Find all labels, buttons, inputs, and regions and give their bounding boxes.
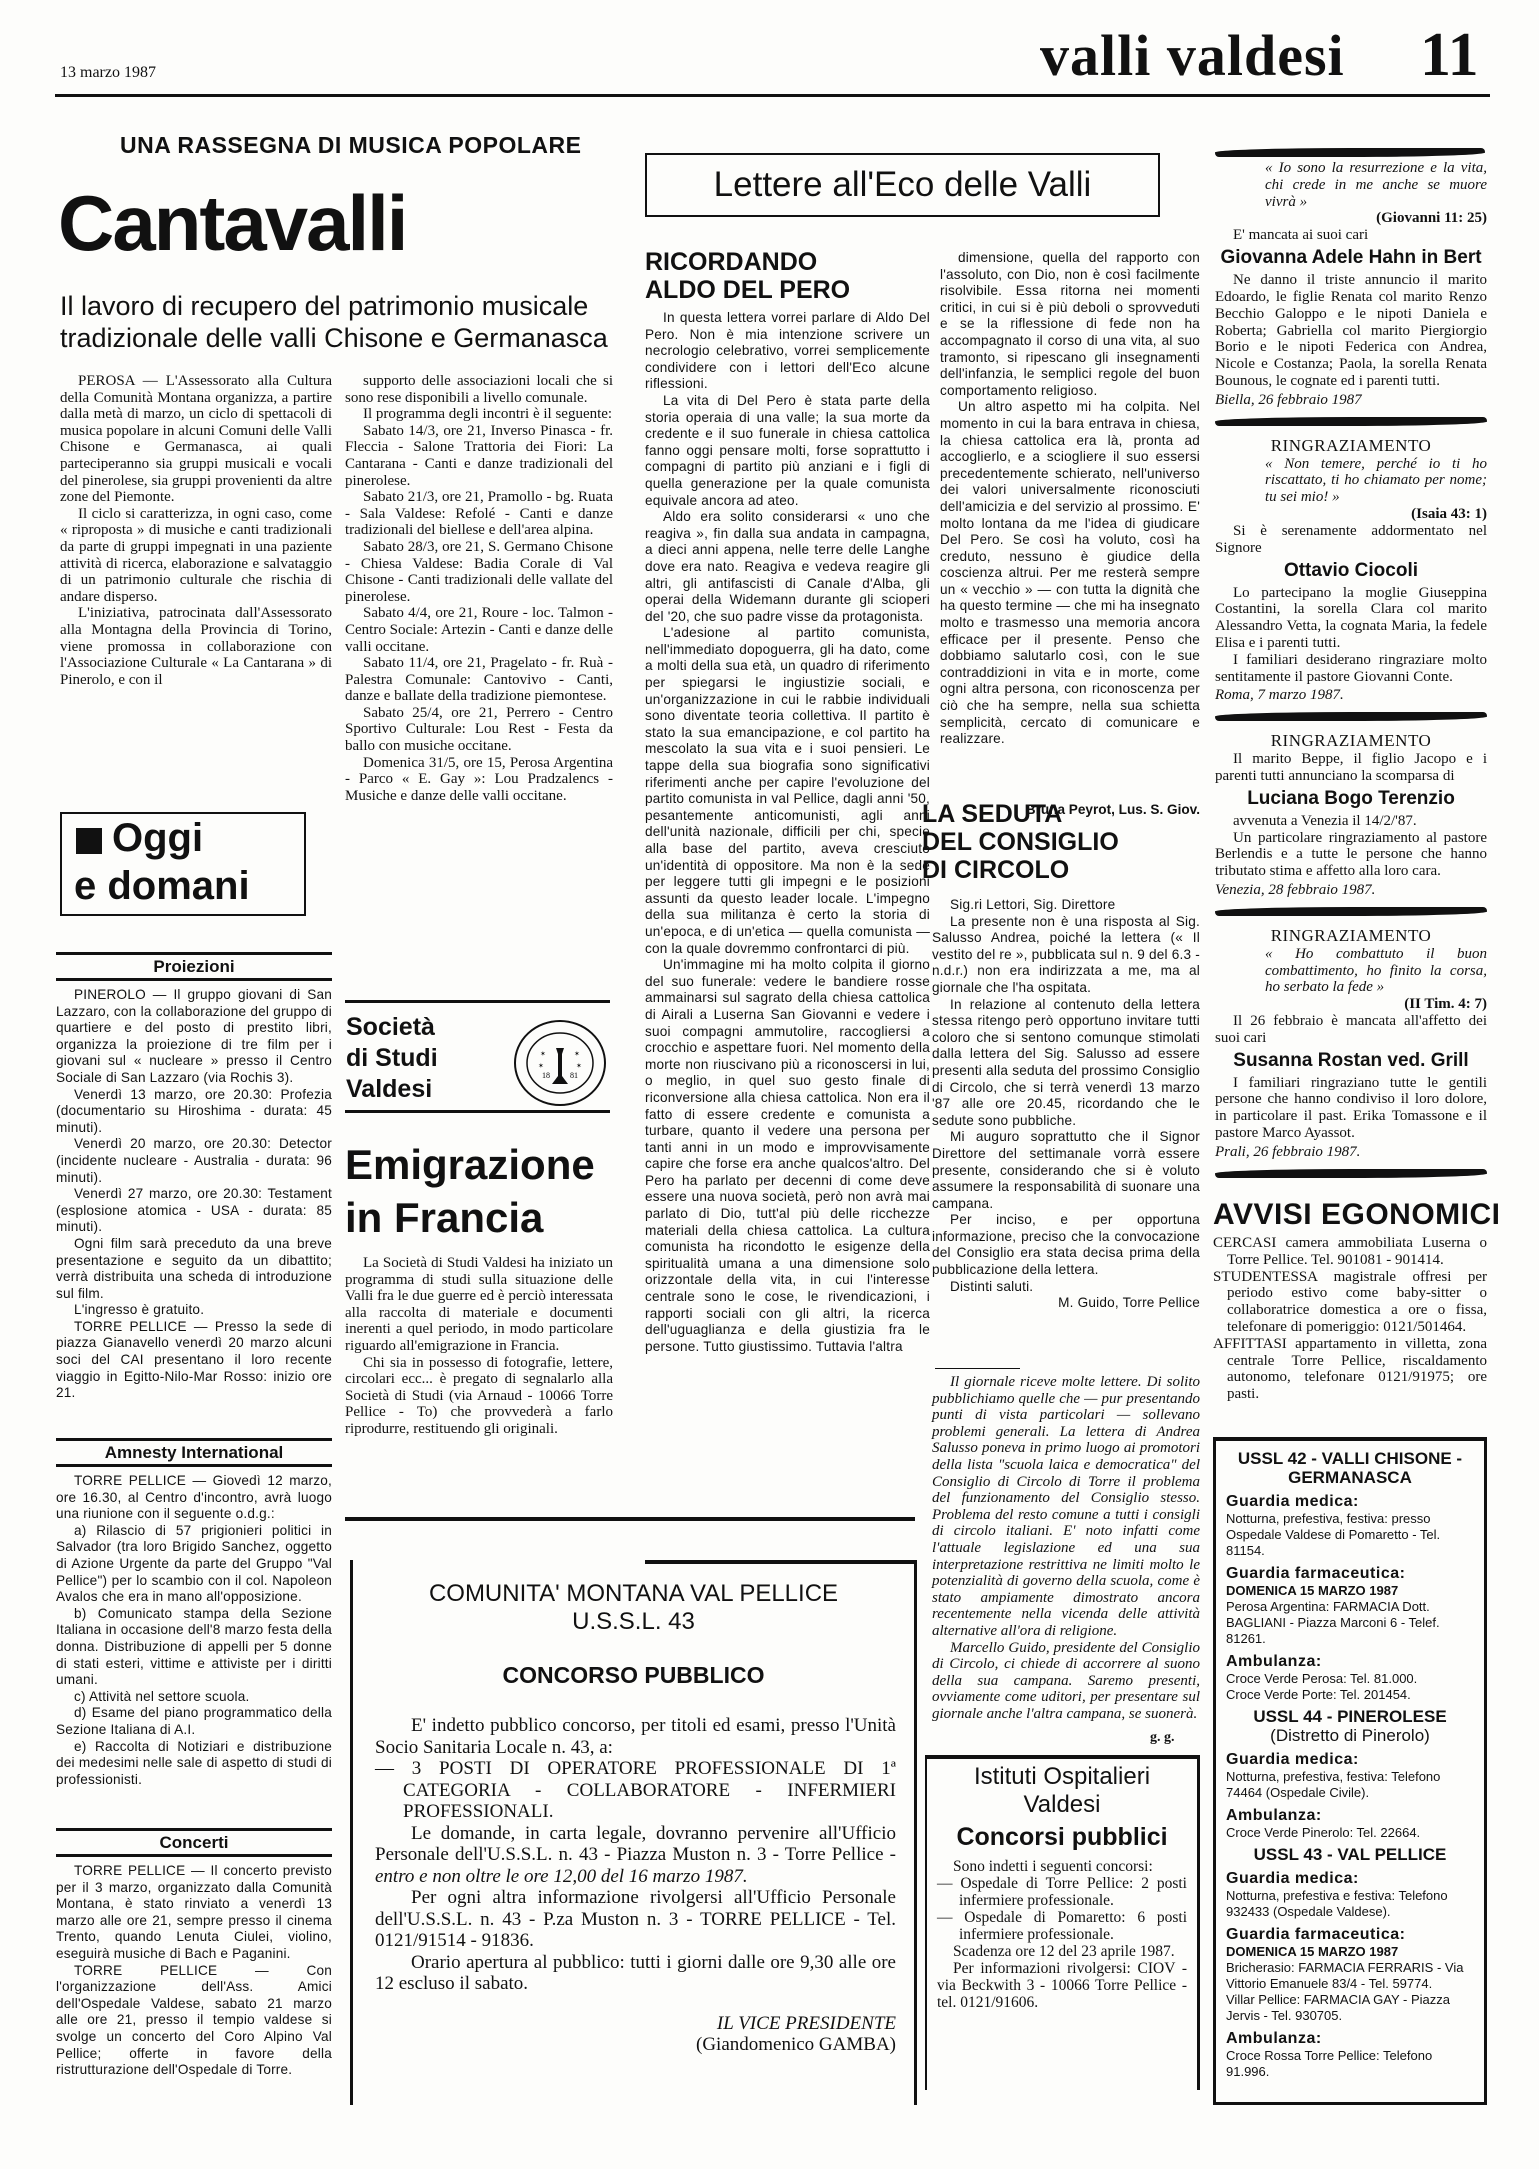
ricordando-col4-paragraph: dimensione, quella del rapporto con l'assoluto, con Dio, non è così facilmente risolvibile. Essa ritorna nei momenti critici, in cui si è più deboli o sprovveduti e se la riflessione di fede non ha accompagnato il corso di una vita, al suo tramonto, si ripescano gli insegnamenti dell'infanzia, le semplici regole del buon comportamento religioso.: [940, 250, 1200, 398]
label: Ambulanza:: [1226, 1807, 1322, 1824]
seduta-signature: M. Guido, Torre Pellice: [1058, 1295, 1200, 1311]
svg-text:✶: ✶: [576, 1062, 582, 1070]
avvisi-heading: AVVISI EGONOMICI: [1213, 1198, 1501, 1231]
seduta-paragraphs: [932, 914, 1200, 1296]
svg-text:18: 18: [542, 1071, 550, 1080]
ricordando-col4-paragraph: Un altro aspetto mi ha colpita. Nel momento in cui la bara entrava in chiesa, la chiesa cattolica era là, pronta ad accoglierlo, e a sciogliere il suo essersi precedentemente schierato, nell'universo dei valori universalmente riconosciuti dell'amicizia e del servizio al prossimo. E' molto lontana da me l'idea di giudicare Del Pero. Se così ha voluto, così ha creduto, nessuno è giudice della coscienza altrui. Per me resterà sempre un « vecchio » — con tutta la dignità che ha questo termine — che mi ha insegnato molto e trasmesso una memoria ancora efficace per il presente. Penso che dobbiamo salutarlo così, con le sue contraddizioni in vita e in morte, come ogni altra persona, con riconoscenza per ciò che ha sempre, nella sua schietta semplicità, cercato di comunicare e realizzare.: [940, 399, 1200, 747]
concorso-deadline: entro e non oltre le ore 12,00 del 16 marzo 1987.: [375, 1865, 748, 1887]
notice-heading: RINGRAZIAMENTO: [1270, 731, 1432, 751]
notice-heading: RINGRAZIAMENTO: [1270, 925, 1432, 945]
cantavalli-col1-paragraph: L'iniziativa, patrocinata dall'Assessorato alla Montagna della Provincia di Torino, viene promossa in collaborazione con l'Associazione Culturale « La Cantarana » di Pinerolo, e con il: [60, 605, 332, 688]
ricordando-title: [645, 248, 850, 304]
editor-note-paragraph: Il giornale riceve molte lettere. Di solito pubblichiamo quelle che — pur presentando punti di vista particolari — sollevano problemi generali. La lettera di Andrea Salusso poneva in primo luogo ai promotori della lista "scuola laica e democratica" del Consiglio di Circolo di Torre il problema del funzionamento del Consiglio stesso. Problema del resto comune a tutti i consigli di circolo italiani. E' noto infatti come l'attuale legislazione ed una sua interpretazione restrittiva ne limiti molto le potenzialità di governo della scuola, come è stato ampiamente dimostrato ancora recentemente nella vicenda delle attività alternative all'ora di religione.: [932, 1374, 1200, 1639]
text: DOMENICA 15 MARZO 1987: [1226, 1583, 1399, 1598]
deceased-name: Ottavio Ciocoli: [1283, 559, 1419, 581]
societa-line: Società: [346, 1013, 435, 1041]
label: Ambulanza:: [1226, 2030, 1322, 2047]
divider: [345, 1000, 610, 1003]
concerti-body-paragraph: TORRE PELLICE — Il concerto previsto per il 3 marzo, organizzato dalla Comunità Montana, è stato rinviato a venerdì 13 marzo alle ore 21, sempre presso il cinema Trento, quando Lenuta Ciulei, violino, eseguirà musiche di Bach e Paganini.: [56, 1863, 332, 1961]
seduta-paragraphs-paragraph: Mi auguro soprattutto che il Signor Direttore del settimanale vorrà essere presente, considerando che si è voluto assumere la responsabilità di suonare una campana.: [932, 1129, 1200, 1211]
org-line: Valdesi: [1023, 1791, 1101, 1818]
concorso-title: CONCORSO PUBBLICO: [502, 1662, 765, 1688]
signer-title: IL VICE PRESIDENTE: [716, 2012, 896, 2034]
concorso-info: Per ogni altra informazione rivolgersi all'Ufficio Personale dell'U.S.S.L. n. 43 - P.za Muston n. 3 - TORRE PELLICE - Tel. 0121/91514 - 91836.: [375, 1887, 896, 1951]
concorso-ad: [350, 1560, 917, 2105]
bible-reference: (Isaia 43: 1): [1411, 505, 1487, 522]
masthead: valli valdesi: [1040, 23, 1345, 88]
ricordando-col3-paragraph: L'adesione al partito comunista, nell'immediato dopoguerra, gli ha dato, come a molti della sua età, un quadro di riferimento per spiegarsi le ingiustizie sociali, e un'organizzazione in cui le rabbie individuali sono diventate teoria collettiva. Il partito è stato la sua emancipazione, e col partito ha mescolato la sua vita e i suoi pensieri. Le tappe della sua biografia sono significativi riferimenti anche per capire l'evoluzione del partito comunista in val Pellice, dagli anni '50, pesantemente anticomunisti, agli anni dell'unità nazionale, difficili per chi, specie alla base del partito, aveva cresciuto un'identità di oppositore. Ma non è la sede per leggere tutti gli impegni e le posizioni assunti da questo leader locale. L'impegno della sua militanza è certo la storia di un'epoca, e di un'etica — quella comunista — con la quale dovremmo confrontarci di più.: [645, 625, 930, 956]
kicker: UNA RASSEGNA DI MUSICA POPOLARE: [120, 132, 582, 158]
cantavalli-col2-paragraph: supporto delle associazioni locali che si sono rese disponibili a livello comunale.: [345, 373, 613, 406]
svg-text:81: 81: [570, 1071, 578, 1080]
signer-name: (Giandomenico GAMBA): [696, 2034, 896, 2055]
label: Ambulanza:: [1226, 1653, 1322, 1670]
text: DOMENICA 15 MARZO 1987: [1226, 1944, 1399, 1959]
text: Villar Pellice: FARMACIA GAY - Piazza Jervis - Tel. 930705.: [1226, 1992, 1450, 2023]
ricordando-col3-paragraph: La vita di Del Pero è stata parte della storia operaia di una valle; la sua morte da credente e il suo funerale in chiesa cattolica fanno oggi pensare molti, forse soprattutto i compagni di partito più anziani e i figli di quella generazione per la quale comunista equivale ancora ad ateo.: [645, 392, 930, 508]
title-line: ALDO DEL PERO: [645, 276, 851, 304]
seduta-paragraphs-paragraph: In relazione al contenuto della lettera stessa ritengo però opportuno invitare tutti coloro che si sentono comunque stimolati dalla lettera del Sig. Salusso ad essere presenti alla seduta del prossimo Consiglio di Circolo, che si terrà venerdì 13 marzo '87 alle ore 20.45, ricordando che le sedute sono pubbliche.: [932, 996, 1200, 1128]
cantavalli-col2: [345, 373, 613, 804]
text: Croce Verde Pinerolo: Tel. 22664.: [1226, 1825, 1421, 1840]
emigrazione-body-paragraph: Chi sia in possesso di fotografie, lettere, circolari ecc... è pregato di segnalarlo alla Società di Studi (via Arnaud - 10066 Torre Pellice - To) che provvederà a farlo riprodurre, restituendo gli originali.: [345, 1354, 613, 1437]
mourning-bar: [1215, 1169, 1487, 1178]
cantavalli-col2-paragraph: Domenica 31/5, ore 15, Perosa Argentina - Parco « E. Gay »: Lou Pradzalencs - Musiche e danze delle valli occitane.: [345, 754, 613, 804]
notice-body: Ne danno il triste annuncio il marito Edoardo, le figlie Renata col marito Renzo Becchio Galoppo e le nipoti Daniela e Roberta; Gabriella col marito Piergiorgio Borio e le nipoti Federica con Andrea, Nicole e Costanza; Paola, la sorella Renata Bounous, le cognate ed i parenti tutti.: [1215, 272, 1487, 389]
concorso-orario: Orario apertura al pubblico: tutti i giorni dalle ore 9,30 alle ore 12 escluso il sabato.: [375, 1951, 896, 1994]
mourning-bar: [1215, 148, 1485, 157]
concorso-posts: — 3 POSTI DI OPERATORE PROFESSIONALE DI 1ª CATEGORIA - COLLABORATORE - INFERMIERI PROFESSIONALI.: [375, 1758, 896, 1822]
notice-place-date: Venezia, 28 febbraio 1987.: [1215, 881, 1376, 898]
subtitle-line: Il lavoro di recupero del patrimonio musicale: [60, 291, 589, 321]
divider: [345, 1517, 915, 1521]
title-line: Emigrazione: [345, 1141, 595, 1188]
divider: [645, 1560, 915, 1564]
text: Croce Verde Porte: Tel. 201454.: [1226, 1687, 1411, 1702]
istituti-items: [937, 1875, 1187, 1943]
amnesty-body-paragraph: a) Rilascio di 57 prigionieri politici in Salvador (tra loro Brigido Sanchez, oggetto di Azione Urgente da parte del Gruppo "Val Pellice") per lo scambio con il col. Napoleon Avalos che era in mano all'opposizione.: [56, 1522, 332, 1605]
cantavalli-col2-paragraph: Sabato 25/4, ore 21, Perrero - Centro Sportivo Culturale: Lou Rest - Festa da ballo con musiche occitane.: [345, 704, 613, 755]
concorso-domande: Le domande, in carta legale, dovranno pervenire all'Ufficio Personale dell'U.S.S.L. n. 43 - Piazza Muston n. 3 - Torre Pellice -: [375, 1822, 896, 1865]
obituary-notice: [1215, 160, 1487, 409]
notice-place-date: Roma, 7 marzo 1987.: [1215, 687, 1344, 704]
page-number: 11: [1420, 21, 1479, 89]
societa-seal-logo: [512, 1018, 608, 1108]
proiezioni-body-paragraph: Venerdì 13 marzo, ore 20.30: Profezia (documentario su Hiroshima - durata: 45 minuti).: [56, 1086, 332, 1135]
org-line: U.S.S.L. 43: [572, 1608, 695, 1635]
cantavalli-col2-paragraph: Sabato 11/4, ore 21, Pragelato - fr. Ruà - Palestra Comunale: Cantovivo - Canti, danze e ballate della tradizione piemontese.: [345, 655, 613, 705]
section-heading-amnesty: Amnesty International: [56, 1438, 332, 1467]
istituti-items-paragraph: — Ospedale di Pomaretto: 6 posti infermiere professionale.: [937, 1909, 1187, 1943]
label: Guardia farmaceutica:: [1226, 1565, 1406, 1582]
org-line: Istituti Ospitalieri: [973, 1763, 1151, 1790]
bible-quote: « Non temere, perché io ti ho riscattato, ti ho chiamato per nome; tu sei mio! »: [1265, 455, 1487, 506]
mourning-bar: [1215, 907, 1487, 916]
notice-intro: E' mancata ai suoi cari: [1233, 227, 1369, 244]
ricordando-signature: Bruna Peyrot, Lus. S. Giov.: [1025, 802, 1200, 817]
label: Guardia medica:: [1226, 1870, 1359, 1887]
societa-title: [346, 1012, 438, 1105]
emigrazione-title: [345, 1138, 595, 1244]
cantavalli-col2-paragraph: Il programma degli incontri è il seguente:: [363, 406, 613, 423]
notice-place-date: Prali, 26 febbraio 1987.: [1215, 1143, 1361, 1160]
subtitle-line: tradizionale delle valli Chisone e Germanasca: [60, 323, 608, 353]
lettere-banner: Lettere all'Eco delle Valli: [645, 153, 1160, 217]
proiezioni-body-paragraph: Venerdì 20 marzo, ore 20.30: Detector (incidente nucleare - Australia - durata: 96 minuti).: [56, 1136, 332, 1185]
avvisi-list-paragraph: STUDENTESSA magistrale offresi per periodo estivo come baby-sitter o collaboratrice domestica a ore o fissa, telefonare di pomeriggio: 0121/501464.: [1213, 1268, 1487, 1335]
text: Notturna, prefestiva, festiva: Telefono 74464 (Ospedale Civile).: [1226, 1769, 1441, 1800]
notice-body: I familiari ringraziano tutte le gentili persone che hanno condiviso il loro dolore, in particolare il past. Erika Tomassone e il pastore Marco Ayassot.: [1215, 1074, 1487, 1142]
divider: [345, 1110, 610, 1113]
headline: Cantavalli: [58, 179, 407, 267]
ricordando-col4: [940, 250, 1200, 748]
proiezioni-body-paragraph: Ogni film sarà preceduto da una breve presentazione e seguito da un dibattito; verrà distribuita una scheda di introduzione sul film.: [56, 1235, 332, 1301]
notice-extra: I familiari desiderano ringraziare molto sentitamente il pastore Giovanni Conte.: [1215, 651, 1487, 685]
seduta-paragraphs-paragraph: Distinti saluti.: [950, 1278, 1034, 1294]
domani-label: e domani: [74, 864, 250, 908]
bible-reference: (II Tim. 4: 7): [1404, 996, 1487, 1013]
notice-extra: Un particolare ringraziamento al pastore Berlendis e a tutte le persone che hanno tributato stima e affetto alla loro cara.: [1215, 829, 1487, 880]
concerti-body: [56, 1863, 332, 2079]
deceased-name: Giovanna Adele Hahn in Bert: [1220, 247, 1482, 269]
org-line: COMUNITA' MONTANA VAL PELLICE: [428, 1580, 839, 1607]
emigrazione-body: [345, 1255, 613, 1438]
mourning-bar: [1215, 712, 1487, 721]
ussl43-title: USSL 43 - VAL PELLICE: [1253, 1845, 1447, 1864]
seduta-paragraphs-paragraph: La presente non è una risposta al Sig. Salusso Andrea, poiché la lettera (« Il vestito del re », pubblicata sul n. 9 del 6.3 - n.d.r.) non era indirizzata a me, ma al giornale che l'ha ospitata.: [932, 913, 1200, 995]
cantavalli-col2-paragraph: Sabato 21/3, ore 21, Pramollo - bg. Ruata - Sala Valdese: Refolé - Canti e danze tradizionali del biellese e dell'area alpina.: [345, 489, 613, 539]
proiezioni-body-paragraph: PINEROLO — Il gruppo giovani di San Lazzaro, con la collaborazione del gruppo di quartiere e del posto di prestito libri, organizza la proiezione di tre film per i giovani sul « nucleare » presso il Centro Sociale di San Lazzaro (via Rochis 3).: [56, 987, 332, 1085]
proiezioni-body-paragraph: L'ingresso è gratuito.: [74, 1302, 205, 1318]
cantavalli-col2-paragraph: Sabato 4/4, ore 21, Roure - loc. Talmon - Centro Sociale: Artezin - Canti e danze delle valli occitane.: [345, 605, 613, 655]
ricordando-col3: [645, 310, 930, 1355]
note-signature: g. g.: [1150, 1730, 1175, 1745]
text: Perosa Argentina: FARMACIA Dott. BAGLIANI - Piazza Marconi 6 - Telef. 81261.: [1226, 1599, 1440, 1646]
ricordando-col3-paragraph: In questa lettera vorrei parlare di Aldo Del Pero. Non è mia intenzione scrivere un necrologio celebrativo, vorrei semplicemente condividere con i lettori dell'Eco alcune riflessioni.: [645, 310, 930, 392]
notice-intro: Il marito Beppe, il figlio Jacopo e i parenti tutti annunciano la scomparsa di: [1215, 751, 1487, 784]
concorso-intro: E' indetto pubblico concorso, per titoli ed esami, presso l'Unità Socio Sanitaria Locale n. 43, a:: [375, 1715, 896, 1758]
amnesty-body: [56, 1473, 332, 1788]
label: Guardia medica:: [1226, 1493, 1359, 1510]
issue-date: 13 marzo 1987: [60, 64, 156, 81]
label: Guardia medica:: [1226, 1751, 1359, 1768]
concerti-body-paragraph: TORRE PELLICE — Con l'organizzazione dell'Ass. Amici dell'Ospedale Valdese, sabato 21 marzo alle ore 21, presso il tempio valdese si svolge un concerto del Coro Alpino Val Pellice; offerte in favore della ristrutturazione dell'Ospedale di Torre.: [56, 1962, 332, 2078]
text: Bricherasio: FARMACIA FERRARIS - Via Vittorio Emanuele 83/4 - Tel. 59774.: [1226, 1960, 1464, 1991]
ussl44-title: USSL 44 - PINEROLESE: [1253, 1707, 1447, 1726]
avvisi-list-paragraph: CERCASI camera ammobiliata Luserna o Torre Pellice. Tel. 901081 - 901414.: [1213, 1235, 1487, 1268]
amnesty-body-paragraph: c) Attività nel settore scuola.: [74, 1688, 250, 1704]
ussl42-title: USSL 42 - VALLI CHISONE - GERMANASCA: [1237, 1449, 1463, 1487]
text: Notturna, prefestiva e festiva: Telefono 932433 (Ospedale Valdese).: [1226, 1888, 1448, 1919]
istituti-ad: [925, 1755, 1200, 2090]
bible-quote: « Ho combattuto il buon combattimento, ho finito la corsa, ho serbato la fede »: [1265, 945, 1487, 996]
cantavalli-col2-paragraph: Sabato 14/3, ore 21, Inverso Pinasca - fr. Fleccia - Salone Trattoria dei Fiori: La Cantarana - Canti e danze tradizionali del pinerolese.: [345, 422, 613, 489]
avvisi-list: [1213, 1235, 1487, 1403]
amnesty-body-paragraph: b) Comunicato stampa della Sezione Italiana in occasione dell'8 marzo festa della donna. Distribuzione di appelli per 5 donne di stati esteri, vittime e attiviste per i diritti umani.: [56, 1605, 332, 1688]
concorso-org: [353, 1580, 914, 1636]
obituary-notice: [1215, 926, 1487, 1161]
cantavalli-col1: [60, 373, 332, 688]
ricordando-col3-paragraph: Aldo era solito considerarsi « uno che reagiva », fin dalla sua andata in campagna, a dieci anni appena, nelle terre delle Langhe dove era nato. Reagiva e vedeva reagire gli altri, gli antifascisti di Canale d'Alba, gli operai della Widemann durante gli scioperi del '20, che suo padre visse da protagonista.: [645, 509, 930, 624]
title-line: LA SEDUTA: [922, 800, 1063, 828]
ussl-box: [1213, 1437, 1487, 2105]
istituti-intro: Sono indetti i seguenti concorsi:: [953, 1858, 1153, 1875]
societa-line: Valdesi: [346, 1075, 433, 1103]
subtitle: [60, 290, 620, 354]
notice-heading: RINGRAZIAMENTO: [1270, 435, 1432, 455]
seduta-paragraphs-paragraph: Per inciso, e per opportuna informazione, preciso che la convocazione del Consiglio era stata decisa prima della pubblicazione della lettera.: [932, 1212, 1200, 1278]
bible-quote: « Io sono la resurrezione e la vita, chi crede in me anche se muore vivrà »: [1265, 160, 1487, 210]
istituti-items-paragraph: — Ospedale di Torre Pellice: 2 posti infermiere professionale.: [937, 1875, 1187, 1909]
text: Croce Rossa Torre Pellice: Telefono 91.996.: [1226, 2048, 1433, 2079]
salutation: Sig.ri Lettori, Sig. Direttore: [950, 897, 1116, 912]
text: Notturna, prefestiva, festiva: presso Ospedale Valdese di Pomaretto - Tel. 81154.: [1226, 1511, 1441, 1558]
title-line: DI CIRCOLO: [922, 856, 1070, 884]
editor-note-paragraph: Marcello Guido, presidente del Consiglio di Circolo, ci chiede di accorrere al suono della sua campana. Saremo presenti, ovviamente come uditori, per presentare sul giornale anche l'altra campana, se suonerà.: [932, 1639, 1200, 1722]
amnesty-body-paragraph: e) Raccolta di Notiziari e distribuzione dei medesimi nelle sale di aspetto di studi di professionisti.: [56, 1738, 332, 1787]
title-line: in Francia: [345, 1194, 544, 1241]
square-bullet-icon: [76, 828, 102, 854]
seduta-title: [922, 800, 1119, 884]
title-line: DEL CONSIGLIO: [922, 828, 1119, 856]
notice-body: Lo partecipano la moglie Giuseppina Costantini, la sorella Clara col marito Alessandro Vetta, la cognata Maria, la fedele Elisa e i parenti tutti.: [1215, 584, 1487, 651]
notice-intro: Il 26 febbraio è mancata all'affetto dei suoi cari: [1215, 1013, 1487, 1046]
notice-intro: Si è serenamente addormentato nel Signore: [1215, 522, 1487, 556]
proiezioni-body-paragraph: Venerdì 27 marzo, ore 20.30: Testament (esplosione atomica - USA - durata: 85 minuti).: [56, 1186, 332, 1235]
svg-text:✶: ✶: [538, 1062, 544, 1070]
title-line: RICORDANDO: [645, 248, 818, 276]
cantavalli-col1-paragraph: PEROSA — L'Assessorato alla Cultura della Comunità Montana organizza, a partire dalla metà di marzo, un ciclo di spettacoli di musica popolare in alcuni Comuni delle Valli Chisone e Germanasca, ai quali parteciperanno sia gruppi musicali e vocali del pinerolese, sia gruppi provenienti da altre zone del Piemonte.: [60, 373, 332, 506]
deceased-name: Luciana Bogo Terenzio: [1247, 787, 1455, 809]
oggi-label: Oggi: [112, 816, 204, 860]
svg-text:✶: ✶: [574, 1050, 580, 1058]
svg-text:✶: ✶: [540, 1050, 546, 1058]
section-heading-concerti: Concerti: [56, 1828, 332, 1857]
avvisi-list-paragraph: AFFITTASI appartamento in villetta, zona centrale Torre Pellice, riscaldamento autonomo, telefonare 0121/91975; ore pasti.: [1213, 1335, 1487, 1403]
notice-place-date: Biella, 26 febbraio 1987: [1215, 391, 1362, 408]
obituary-notice: [1215, 731, 1487, 899]
istituti-title: Concorsi pubblici: [956, 1823, 1168, 1851]
bible-reference: (Giovanni 11: 25): [1376, 210, 1487, 227]
istituti-org: [937, 1763, 1187, 1819]
seduta-body: [932, 897, 1200, 1312]
emigrazione-body-paragraph: La Società di Studi Valdesi ha iniziato un programma di studi sulla situazione delle Valli fra le due guerre ed è perciò interessata alla raccolta di materiale e documenti inerenti a quel periodo, in modo particolare riguardo all'emigrazione in Francia.: [345, 1255, 613, 1354]
proiezioni-body-paragraph: TORRE PELLICE — Presso la sede di piazza Gianavello venerdì 20 marzo alcuni soci del CAI presentano il loro recente viaggio in Egitto-Nilo-Mar Rosso: inizio ore 21.: [56, 1318, 332, 1401]
societa-line: di Studi: [346, 1044, 438, 1072]
obituary-notice: [1215, 436, 1487, 705]
header-rule: [55, 94, 1490, 97]
amnesty-body-paragraph: d) Esame del piano programmatico della Sezione Italiana di A.I.: [56, 1705, 332, 1737]
mourning-bar: [1215, 417, 1487, 426]
istituti-scadenza: Scadenza ore 12 del 23 aprile 1987.: [953, 1943, 1175, 1960]
cantavalli-col1-paragraph: Il ciclo si caratterizza, in ogni caso, come « riproposta » di musiche e canti tradizionali da parte di gruppi impegnati in una paziente attività di ricerca, elaborazione e salvataggio di un patrimonio culturale che rischia di andare disperso.: [60, 505, 332, 605]
amnesty-body-paragraph: TORRE PELLICE — Giovedì 12 marzo, ore 16.30, al Centro d'incontro, avrà luogo una riunione con il seguente o.d.g.:: [56, 1473, 332, 1522]
divider: [935, 1368, 1020, 1369]
cantavalli-col2-paragraph: Sabato 28/3, ore 21, S. Germano Chisone - Chiesa Valdese: Badia Corale di Val Chisone - Canti tradizionali delle vallate del pinerolese.: [345, 538, 613, 605]
obituaries: [1215, 160, 1487, 1188]
oggi-domani-box: [60, 812, 306, 916]
text: Croce Verde Perosa: Tel. 81.000.: [1226, 1671, 1418, 1686]
section-heading-proiezioni: Proiezioni: [56, 952, 332, 981]
proiezioni-body: [56, 987, 332, 1402]
editor-note: [932, 1374, 1200, 1722]
ussl44-subtitle: (Distretto di Pinerolo): [1270, 1726, 1430, 1745]
ricordando-col3-paragraph: Un'immagine mi ha molto colpita il giorno del suo funerale: vedere le bandiere rosse ammainarsi sul sagrato della chiesa cattolica di Airali a Luserna San Giovanni e vedere i suoi compagni ammutolire, raccogliersi a crocchio e aspettare fuori. Nel momento della morte non riuscivano più a riconoscersi in lui, o meglio, in quel suo gesto finale di riconversione alla chiesa cattolica. Non era il fatto di essere credente e comunista a turbare, quanto il vedere una persona per tanti anni in un modo e improvvisamente capire che forse era anche qualcos'altro. Del Pero ha parlato per decenni di come deve essere una nuova società, però non avrà mai parlato di Dio, tutt'al più delle ricchezze materiali della chiesa cattolica. La cultura comunista ha ricondotto le esigenze della spiritualità umana a una dimensione solo orizzontale della vita, in cui l'interesse centrale sono le cose, le rivendicazioni, i rapporti sociali con gli altri, la ricerca dell'uguaglianza e della giustizia fra le persone. Tutto giustissimo. Tuttavia l'altra: [645, 957, 930, 1354]
deceased-name: Susanna Rostan ved. Grill: [1233, 1049, 1469, 1071]
label: Guardia farmaceutica:: [1226, 1926, 1406, 1943]
notice-body: avvenuta a Venezia il 14/2/'87.: [1233, 812, 1417, 829]
istituti-info: Per informazioni rivolgersi: CIOV - via Beckwith 3 - 10066 Torre Pellice - tel. 0121/91606.: [937, 1960, 1187, 2011]
